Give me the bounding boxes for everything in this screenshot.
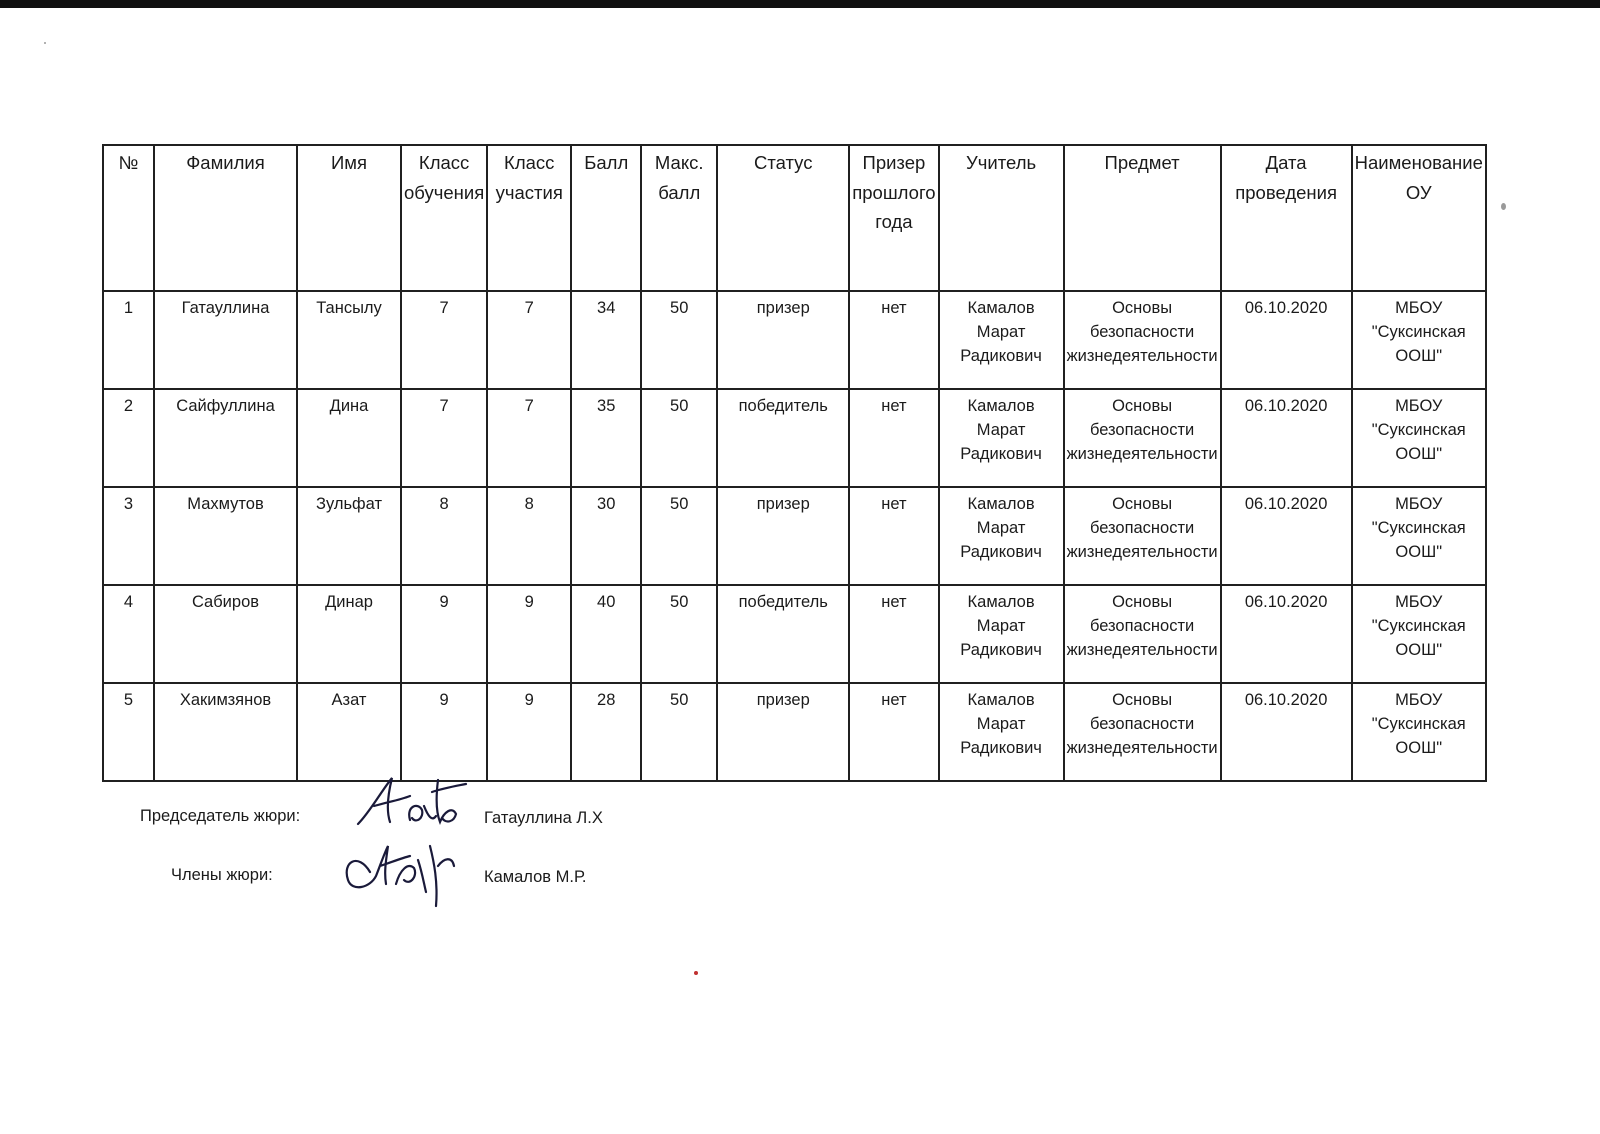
cell-participation-grade: 7 bbox=[487, 389, 571, 487]
cell-name: Динар bbox=[297, 585, 401, 683]
cell-teacher: Камалов Марат Радикович bbox=[939, 683, 1064, 781]
cell-teacher: Камалов Марат Радикович bbox=[939, 585, 1064, 683]
scan-speck bbox=[1501, 203, 1506, 210]
cell-date: 06.10.2020 bbox=[1221, 389, 1352, 487]
cell-teacher: Камалов Марат Радикович bbox=[939, 487, 1064, 585]
member-signature bbox=[340, 832, 460, 912]
cell-number: 3 bbox=[103, 487, 154, 585]
header-max-score: Макс. балл bbox=[641, 145, 717, 291]
jury-members-label: Члены жюри: bbox=[171, 866, 273, 884]
cell-number: 4 bbox=[103, 585, 154, 683]
header-study-grade: Класс обучения bbox=[401, 145, 487, 291]
cell-number: 5 bbox=[103, 683, 154, 781]
cell-name: Азат bbox=[297, 683, 401, 781]
table-row bbox=[103, 585, 1486, 683]
cell-subject: Основы безопасности жизнедеятельности bbox=[1064, 389, 1221, 487]
table-row bbox=[103, 487, 1486, 585]
cell-school: МБОУ "Суксинская ООШ" bbox=[1352, 487, 1486, 585]
cell-max-score: 50 bbox=[641, 683, 717, 781]
cell-study-grade: 9 bbox=[401, 585, 487, 683]
header-number: № bbox=[103, 145, 154, 291]
header-score: Балл bbox=[571, 145, 641, 291]
cell-participation-grade: 9 bbox=[487, 585, 571, 683]
cell-participation-grade: 9 bbox=[487, 683, 571, 781]
cell-date: 06.10.2020 bbox=[1221, 487, 1352, 585]
cell-study-grade: 7 bbox=[401, 389, 487, 487]
cell-school: МБОУ "Суксинская ООШ" bbox=[1352, 683, 1486, 781]
header-surname: Фамилия bbox=[154, 145, 297, 291]
jury-chair-name: Гатауллина Л.Х bbox=[484, 809, 603, 827]
cell-date: 06.10.2020 bbox=[1221, 291, 1352, 389]
cell-score: 30 bbox=[571, 487, 641, 585]
cell-surname: Сайфуллина bbox=[154, 389, 297, 487]
cell-number: 1 bbox=[103, 291, 154, 389]
cell-last-year-winner: нет bbox=[849, 487, 938, 585]
cell-max-score: 50 bbox=[641, 585, 717, 683]
scan-edge bbox=[0, 0, 1600, 8]
cell-status: призер bbox=[717, 291, 849, 389]
cell-score: 28 bbox=[571, 683, 641, 781]
cell-score: 40 bbox=[571, 585, 641, 683]
cell-school: МБОУ "Суксинская ООШ" bbox=[1352, 291, 1486, 389]
table-row bbox=[103, 291, 1486, 389]
cell-max-score: 50 bbox=[641, 291, 717, 389]
cell-last-year-winner: нет bbox=[849, 683, 938, 781]
cell-status: победитель bbox=[717, 585, 849, 683]
table-row bbox=[103, 389, 1486, 487]
scan-speck bbox=[694, 971, 698, 975]
scan-speck bbox=[44, 42, 46, 44]
cell-status: призер bbox=[717, 683, 849, 781]
cell-last-year-winner: нет bbox=[849, 291, 938, 389]
cell-date: 06.10.2020 bbox=[1221, 585, 1352, 683]
cell-subject: Основы безопасности жизнедеятельности bbox=[1064, 585, 1221, 683]
header-name: Имя bbox=[297, 145, 401, 291]
cell-name: Дина bbox=[297, 389, 401, 487]
cell-teacher: Камалов Марат Радикович bbox=[939, 389, 1064, 487]
cell-max-score: 50 bbox=[641, 487, 717, 585]
cell-surname: Махмутов bbox=[154, 487, 297, 585]
cell-teacher: Камалов Марат Радикович bbox=[939, 291, 1064, 389]
cell-participation-grade: 7 bbox=[487, 291, 571, 389]
cell-school: МБОУ "Суксинская ООШ" bbox=[1352, 585, 1486, 683]
cell-subject: Основы безопасности жизнедеятельности bbox=[1064, 291, 1221, 389]
header-date: Дата проведения bbox=[1221, 145, 1352, 291]
cell-surname: Сабиров bbox=[154, 585, 297, 683]
header-school: Наименование ОУ bbox=[1352, 145, 1486, 291]
cell-date: 06.10.2020 bbox=[1221, 683, 1352, 781]
header-teacher: Учитель bbox=[939, 145, 1064, 291]
cell-last-year-winner: нет bbox=[849, 585, 938, 683]
cell-subject: Основы безопасности жизнедеятельности bbox=[1064, 683, 1221, 781]
cell-last-year-winner: нет bbox=[849, 389, 938, 487]
cell-max-score: 50 bbox=[641, 389, 717, 487]
header-participation-grade: Класс участия bbox=[487, 145, 571, 291]
header-last-year-winner: Призер прошлого года bbox=[849, 145, 938, 291]
cell-score: 34 bbox=[571, 291, 641, 389]
cell-name: Зульфат bbox=[297, 487, 401, 585]
cell-study-grade: 7 bbox=[401, 291, 487, 389]
cell-study-grade: 9 bbox=[401, 683, 487, 781]
header-row bbox=[103, 145, 1486, 291]
jury-chair-label: Председатель жюри: bbox=[140, 807, 301, 825]
cell-school: МБОУ "Суксинская ООШ" bbox=[1352, 389, 1486, 487]
header-subject: Предмет bbox=[1064, 145, 1221, 291]
cell-participation-grade: 8 bbox=[487, 487, 571, 585]
table-row bbox=[103, 683, 1486, 781]
cell-number: 2 bbox=[103, 389, 154, 487]
jury-member-name: Камалов М.Р. bbox=[484, 868, 587, 886]
cell-score: 35 bbox=[571, 389, 641, 487]
cell-subject: Основы безопасности жизнедеятельности bbox=[1064, 487, 1221, 585]
cell-status: призер bbox=[717, 487, 849, 585]
cell-name: Тансылу bbox=[297, 291, 401, 389]
cell-surname: Хакимзянов bbox=[154, 683, 297, 781]
cell-status: победитель bbox=[717, 389, 849, 487]
results-table bbox=[102, 144, 1487, 782]
header-status: Статус bbox=[717, 145, 849, 291]
cell-study-grade: 8 bbox=[401, 487, 487, 585]
cell-surname: Гатауллина bbox=[154, 291, 297, 389]
